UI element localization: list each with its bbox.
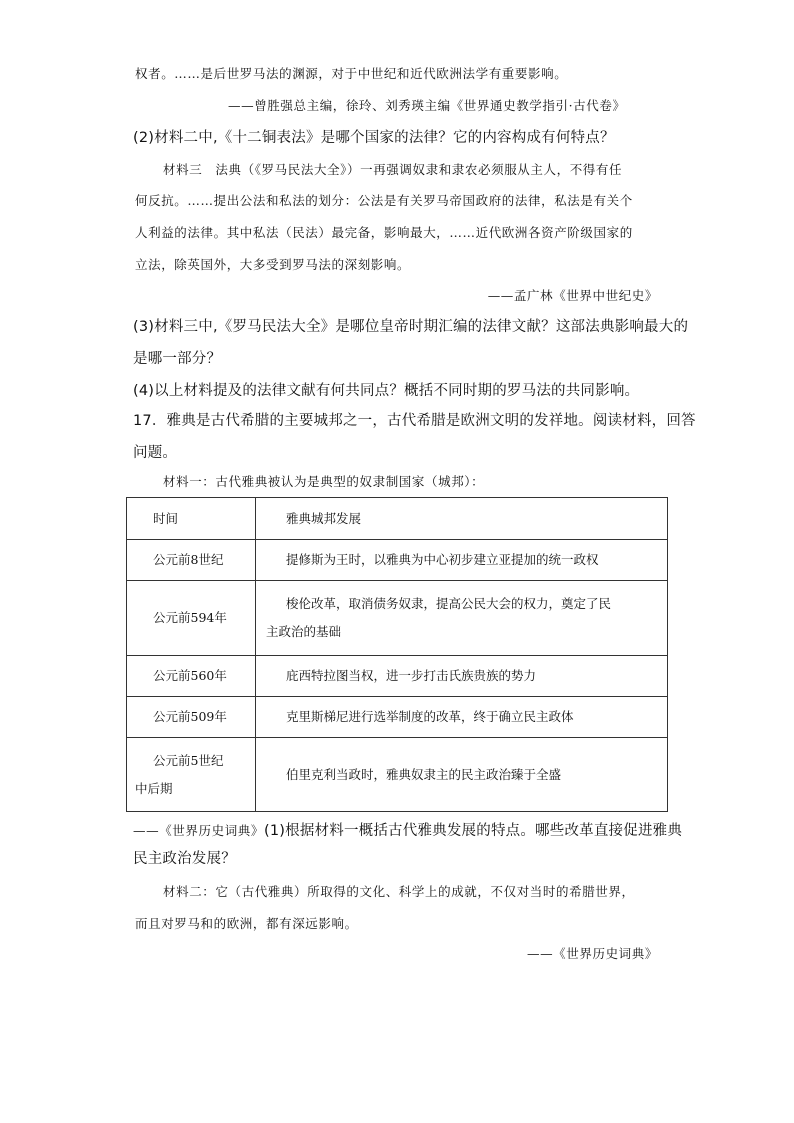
table-cell-time: 公元前5世纪 中后期 xyxy=(127,738,256,812)
question-16-4: (4)以上材料提及的法律文献有何共同点？概括不同时期的罗马法的共同影响。 xyxy=(133,383,640,399)
table-cell-development: 克里斯梯尼进行选举制度的改革，终于确立民主政体 xyxy=(256,697,668,738)
table-cell-time: 公元前560年 xyxy=(127,656,256,697)
table-row xyxy=(127,540,668,581)
table-row xyxy=(127,581,668,656)
material2-source: ——曾胜强总主编，徐玲、刘秀瑛主编《世界通史教学指引·古代卷》 xyxy=(228,98,626,113)
question-17-1-text: (1)根据材料一概括古代雅典发展的特点。哪些改革直接促进雅典 xyxy=(264,823,683,839)
table-cell-development: 提修斯为王时，以雅典为中心初步建立亚提加的统一政权 xyxy=(256,540,668,581)
table-cell-development: 伯里克利当政时，雅典奴隶主的民主政治臻于全盛 xyxy=(256,738,668,812)
question-16-2: (2)材料二中,《十二铜表法》是哪个国家的法律？它的内容构成有何特点？ xyxy=(133,130,615,146)
table-row xyxy=(127,738,668,812)
table-cell-development: 梭伦改革，取消债务奴隶，提高公民大会的权力，奠定了民 主政治的基础 xyxy=(256,581,668,656)
question-17-line1: 17．雅典是古代希腊的主要城邦之一，古代希腊是欧洲文明的发祥地。阅读材料，回答 xyxy=(133,413,696,429)
question-16-3-line2: 是哪一部分？ xyxy=(133,351,222,367)
question-17-1-line2: 民主政治发展？ xyxy=(133,851,236,867)
table-cell-time: 公元前509年 xyxy=(127,697,256,738)
athens-development-table xyxy=(126,497,668,812)
material3-source: ——孟广林《世界中世纪史》 xyxy=(487,288,658,303)
material1-source: ——《世界历史词典》 xyxy=(133,823,265,838)
table-row xyxy=(127,697,668,738)
material3-line3: 人利益的法律。其中私法（民法）最完备，影响最大，……近代欧洲各资产阶级国家的 xyxy=(135,225,633,240)
material2-continuation: 权者。……是后世罗马法的渊源，对于中世纪和近代欧洲法学有重要影响。 xyxy=(135,66,568,81)
table-header-time: 时间 xyxy=(127,498,256,540)
material3-line4: 立法，除英国外，大多受到罗马法的深刻影响。 xyxy=(135,257,411,272)
table-header-development: 雅典城邦发展 xyxy=(256,498,668,540)
table-row xyxy=(127,656,668,697)
table-cell-time: 公元前594年 xyxy=(127,581,256,656)
question-17-1-line1 xyxy=(133,822,682,839)
question-17-line2: 问题。 xyxy=(133,445,178,461)
material3-line2: 何反抗。……提出公法和私法的划分：公法是有关罗马帝国政府的法律，私法是有关个 xyxy=(135,193,633,208)
material2-line1: 材料二：它（古代雅典）所取得的文化、科学上的成就，不仅对当时的希腊世界， xyxy=(163,884,635,899)
material2-line2: 而且对罗马和的欧洲，都有深远影响。 xyxy=(135,916,358,931)
table-header-row xyxy=(127,498,668,540)
table-cell-time: 公元前8世纪 xyxy=(127,540,256,581)
material2-source: ——《世界历史词典》 xyxy=(526,946,658,961)
question-16-3-line1: (3)材料三中,《罗马民法大全》是哪位皇帝时期汇编的法律文献？这部法典影响最大的 xyxy=(133,319,689,335)
material1-intro: 材料一：古代雅典被认为是典型的奴隶制国家（城邦）： xyxy=(163,474,485,489)
table-cell-development: 庇西特拉图当权，进一步打击氏族贵族的势力 xyxy=(256,656,668,697)
material3-line1: 材料三 法典（《罗马民法大全》）一再强调奴隶和隶农必须服从主人，不得有任 xyxy=(163,162,623,177)
